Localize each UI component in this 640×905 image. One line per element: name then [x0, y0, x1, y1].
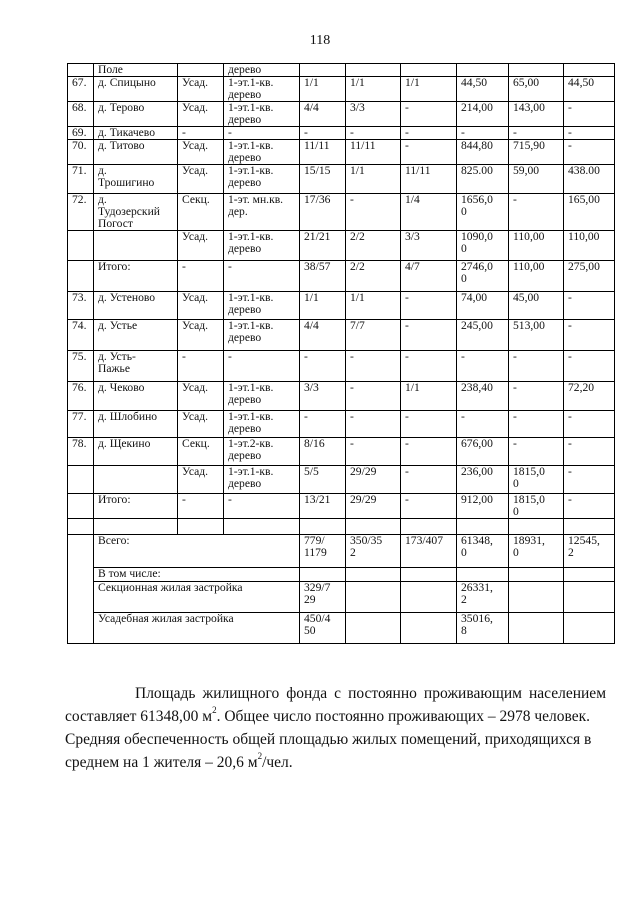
row-number [68, 494, 94, 519]
building-type: Усад. [178, 102, 224, 127]
building-description: 1-эт.1-кв. дерево [224, 466, 300, 494]
table-row [68, 494, 615, 519]
settlement-name: д. Тикачево [94, 127, 178, 140]
col-area-f: - [564, 351, 615, 382]
col-area-f: - [564, 411, 615, 438]
col-area-f: 165,00 [564, 194, 615, 231]
col-area-f: - [564, 102, 615, 127]
col-area-e: 45,00 [509, 292, 564, 320]
col-count-b: 1/1 [346, 165, 401, 194]
table-row [68, 261, 615, 292]
settlement-name: д. Титово [94, 140, 178, 165]
row-number: 69. [68, 127, 94, 140]
manor-housing-label: Усадебная жилая застройка [94, 613, 300, 644]
building-type: Секц. [178, 194, 224, 231]
col-count-b: 1/1 [346, 292, 401, 320]
empty-cell [300, 568, 346, 582]
empty-cell [564, 613, 615, 644]
col-area-f [564, 64, 615, 77]
empty-cell [564, 582, 615, 613]
col-area-e: - [509, 411, 564, 438]
building-description: 1-эт.2-кв. дерево [224, 438, 300, 466]
col-count-c [401, 519, 457, 535]
col-count-a: 38/57 [300, 261, 346, 292]
table-row [68, 466, 615, 494]
settlement-name: д. Устье [94, 320, 178, 351]
col-area-f: 110,00 [564, 231, 615, 261]
col-count-a [300, 519, 346, 535]
col-area-f: 72,20 [564, 382, 615, 411]
col-area-f: - [564, 494, 615, 519]
table-row [68, 64, 615, 77]
totals-row [68, 535, 615, 568]
row-number: 76. [68, 382, 94, 411]
paragraph-line-3: Средняя обеспеченность общей площадью жилых помещений, приходящихся в [65, 731, 592, 748]
settlement-name: д. Шлобино [94, 411, 178, 438]
building-description: 1-эт.1-кв. дерево [224, 382, 300, 411]
row-number [68, 231, 94, 261]
col-count-b: 2/2 [346, 261, 401, 292]
totals-value-e: 18931, 0 [509, 535, 564, 568]
row-number [68, 261, 94, 292]
totals-value-b: 350/35 2 [346, 535, 401, 568]
settlement-name: Поле [94, 64, 178, 77]
totals-value-a: 779/ 1179 [300, 535, 346, 568]
col-count-a [300, 64, 346, 77]
row-number [68, 519, 94, 535]
col-area-e [509, 64, 564, 77]
empty-cell [564, 568, 615, 582]
settlement-name [94, 466, 178, 494]
col-count-c: - [401, 320, 457, 351]
col-area-d [457, 64, 509, 77]
empty-cell [457, 568, 509, 582]
col-count-c: - [401, 102, 457, 127]
building-type: Усад. [178, 466, 224, 494]
col-area-d: 825.00 [457, 165, 509, 194]
housing-stock-table [67, 63, 615, 644]
building-type: Усад. [178, 382, 224, 411]
col-count-c: 1/4 [401, 194, 457, 231]
row-number: 74. [68, 320, 94, 351]
col-count-a: 5/5 [300, 466, 346, 494]
building-type [178, 519, 224, 535]
col-count-c: - [401, 466, 457, 494]
building-description: 1-эт.1-кв. дерево [224, 320, 300, 351]
empty-cell [509, 582, 564, 613]
summary-paragraph [65, 682, 606, 774]
col-count-b: - [346, 194, 401, 231]
totals-number-cell [68, 535, 94, 644]
row-number [68, 466, 94, 494]
col-area-f: - [564, 466, 615, 494]
col-count-b: - [346, 382, 401, 411]
empty-cell [401, 582, 457, 613]
row-number: 75. [68, 351, 94, 382]
building-description: 1-эт.1-кв. дерево [224, 77, 300, 102]
col-count-c: - [401, 127, 457, 140]
building-description: - [224, 494, 300, 519]
col-count-b: 1/1 [346, 77, 401, 102]
building-description: 1-эт.1-кв. дерево [224, 231, 300, 261]
settlement-name: Итого: [94, 494, 178, 519]
col-count-b: 2/2 [346, 231, 401, 261]
settlement-name [94, 231, 178, 261]
col-area-f: - [564, 127, 615, 140]
row-number: 77. [68, 411, 94, 438]
building-description: 1-эт.1-кв. дерево [224, 140, 300, 165]
page-number: 118 [309, 33, 331, 48]
col-count-a: 13/21 [300, 494, 346, 519]
col-area-d: 214,00 [457, 102, 509, 127]
col-count-b: 3/3 [346, 102, 401, 127]
col-area-e: 513,00 [509, 320, 564, 351]
col-area-d: - [457, 411, 509, 438]
table-row [68, 140, 615, 165]
col-area-d: 44,50 [457, 77, 509, 102]
settlement-name: д. Тудозерский Погост [94, 194, 178, 231]
table-row [68, 320, 615, 351]
row-number: 67. [68, 77, 94, 102]
totals-label: Всего: [94, 535, 300, 568]
col-area-f: - [564, 140, 615, 165]
table-row [68, 519, 615, 535]
col-count-a: 15/15 [300, 165, 346, 194]
col-area-e: - [509, 127, 564, 140]
building-type: Усад. [178, 165, 224, 194]
building-description: - [224, 127, 300, 140]
totals-value-f: 12545, 2 [564, 535, 615, 568]
col-count-c: 1/1 [401, 382, 457, 411]
table-row [68, 411, 615, 438]
building-type: Усад. [178, 140, 224, 165]
col-area-e: 1815,0 0 [509, 494, 564, 519]
building-type: - [178, 351, 224, 382]
col-area-d [457, 519, 509, 535]
settlement-name: д. Терово [94, 102, 178, 127]
building-description: дерево [224, 64, 300, 77]
building-description: 1-эт.1-кв. дерево [224, 411, 300, 438]
col-count-c: 1/1 [401, 77, 457, 102]
settlement-name: д. Щекино [94, 438, 178, 466]
building-description: 1-эт.1-кв. дерево [224, 292, 300, 320]
building-type: - [178, 494, 224, 519]
building-description: - [224, 261, 300, 292]
col-count-b [346, 64, 401, 77]
table-row [68, 194, 615, 231]
table-row [68, 231, 615, 261]
col-count-a: 4/4 [300, 102, 346, 127]
col-count-a: - [300, 127, 346, 140]
building-type: - [178, 261, 224, 292]
building-type: Усад. [178, 231, 224, 261]
empty-cell [346, 613, 401, 644]
empty-cell [401, 568, 457, 582]
settlement-name: д. Чеково [94, 382, 178, 411]
col-area-e: 110,00 [509, 231, 564, 261]
settlement-name: Итого: [94, 261, 178, 292]
col-area-d: 238,40 [457, 382, 509, 411]
table-row [68, 127, 615, 140]
col-area-f [564, 519, 615, 535]
col-count-a: 3/3 [300, 382, 346, 411]
building-type: Усад. [178, 77, 224, 102]
col-count-a: - [300, 411, 346, 438]
col-area-d: - [457, 127, 509, 140]
col-area-d: 236,00 [457, 466, 509, 494]
table-row [68, 102, 615, 127]
table-row [68, 77, 615, 102]
row-number: 70. [68, 140, 94, 165]
totals-value-c: 173/407 [401, 535, 457, 568]
building-type [178, 64, 224, 77]
building-type: Секц. [178, 438, 224, 466]
row-number: 72. [68, 194, 94, 231]
paragraph-line-1: Площадь жилищного фонда с постоянно проживающим населением [135, 685, 606, 702]
building-type: Усад. [178, 411, 224, 438]
col-count-c: - [401, 494, 457, 519]
col-count-b: - [346, 127, 401, 140]
col-count-c: - [401, 438, 457, 466]
sectional-housing-label: Секционная жилая застройка [94, 582, 300, 613]
building-description: 1-эт.1-кв. дерево [224, 165, 300, 194]
col-count-b: - [346, 438, 401, 466]
col-count-a: 4/4 [300, 320, 346, 351]
paragraph-line-2: составляет 61348,00 $м^2$. Общее число постоянно проживающих – 2978 человек. [65, 705, 590, 725]
col-area-f: - [564, 438, 615, 466]
col-area-d: 676,00 [457, 438, 509, 466]
col-count-a: 1/1 [300, 77, 346, 102]
col-count-b: - [346, 411, 401, 438]
col-count-c: - [401, 140, 457, 165]
sectional-housing-area: 26331, 2 [457, 582, 509, 613]
col-count-c: - [401, 411, 457, 438]
col-count-b: 7/7 [346, 320, 401, 351]
col-area-d: - [457, 351, 509, 382]
manor-housing-row [68, 613, 615, 644]
col-count-a: 1/1 [300, 292, 346, 320]
col-count-a: 21/21 [300, 231, 346, 261]
col-area-d: 1656,0 0 [457, 194, 509, 231]
row-number: 68. [68, 102, 94, 127]
settlement-name: д. Устеново [94, 292, 178, 320]
table-row [68, 382, 615, 411]
col-area-d: 2746,0 0 [457, 261, 509, 292]
col-count-c: 3/3 [401, 231, 457, 261]
empty-cell [346, 582, 401, 613]
manor-housing-area: 35016, 8 [457, 613, 509, 644]
col-count-b: - [346, 351, 401, 382]
col-area-d: 912,00 [457, 494, 509, 519]
manor-housing-count: 450/4 50 [300, 613, 346, 644]
col-area-e: 110,00 [509, 261, 564, 292]
table-row [68, 438, 615, 466]
col-area-d: 74,00 [457, 292, 509, 320]
sectional-housing-count: 329/7 29 [300, 582, 346, 613]
col-count-c [401, 64, 457, 77]
settlement-name: д. Усть- Пажье [94, 351, 178, 382]
col-area-f: - [564, 320, 615, 351]
col-area-d: 245,00 [457, 320, 509, 351]
col-area-f: 438.00 [564, 165, 615, 194]
col-count-b: 29/29 [346, 466, 401, 494]
building-description: 1-эт.1-кв. дерево [224, 102, 300, 127]
table-row [68, 292, 615, 320]
breakdown-heading: В том числе: [94, 568, 300, 582]
empty-cell [346, 568, 401, 582]
col-area-f: 44,50 [564, 77, 615, 102]
col-count-a: 11/11 [300, 140, 346, 165]
col-area-f: 275,00 [564, 261, 615, 292]
col-count-c: 11/11 [401, 165, 457, 194]
col-area-e: 143,00 [509, 102, 564, 127]
empty-cell [401, 613, 457, 644]
building-type: - [178, 127, 224, 140]
col-area-f: - [564, 292, 615, 320]
table-row [68, 351, 615, 382]
building-description: 1-эт. мн.кв. дер. [224, 194, 300, 231]
col-count-b: 29/29 [346, 494, 401, 519]
col-count-c: - [401, 351, 457, 382]
table-row [68, 165, 615, 194]
col-count-c: 4/7 [401, 261, 457, 292]
col-area-e: - [509, 194, 564, 231]
col-count-b: 11/11 [346, 140, 401, 165]
settlement-name: д. Трошигино [94, 165, 178, 194]
settlement-name: д. Спицыно [94, 77, 178, 102]
row-number: 73. [68, 292, 94, 320]
sectional-housing-row [68, 582, 615, 613]
paragraph-line-4: среднем на 1 жителя – 20,6 $м^2$/чел. [65, 751, 293, 771]
col-area-e: - [509, 438, 564, 466]
empty-cell [509, 613, 564, 644]
col-area-e: 1815,0 0 [509, 466, 564, 494]
col-area-e: 715,90 [509, 140, 564, 165]
col-area-e: 65,00 [509, 77, 564, 102]
row-number: 71. [68, 165, 94, 194]
totals-value-d: 61348, 0 [457, 535, 509, 568]
settlement-name [94, 519, 178, 535]
col-area-d: 844,80 [457, 140, 509, 165]
col-area-d: 1090,0 0 [457, 231, 509, 261]
row-number: 78. [68, 438, 94, 466]
col-count-a: - [300, 351, 346, 382]
empty-cell [509, 568, 564, 582]
breakdown-heading-row [68, 568, 615, 582]
col-area-e: 59,00 [509, 165, 564, 194]
building-type: Усад. [178, 320, 224, 351]
col-count-b [346, 519, 401, 535]
building-description [224, 519, 300, 535]
building-type: Усад. [178, 292, 224, 320]
col-count-c: - [401, 292, 457, 320]
col-area-e: - [509, 351, 564, 382]
row-number [68, 64, 94, 77]
building-description: - [224, 351, 300, 382]
col-area-e: - [509, 382, 564, 411]
col-count-a: 17/36 [300, 194, 346, 231]
col-count-a: 8/16 [300, 438, 346, 466]
col-area-e [509, 519, 564, 535]
